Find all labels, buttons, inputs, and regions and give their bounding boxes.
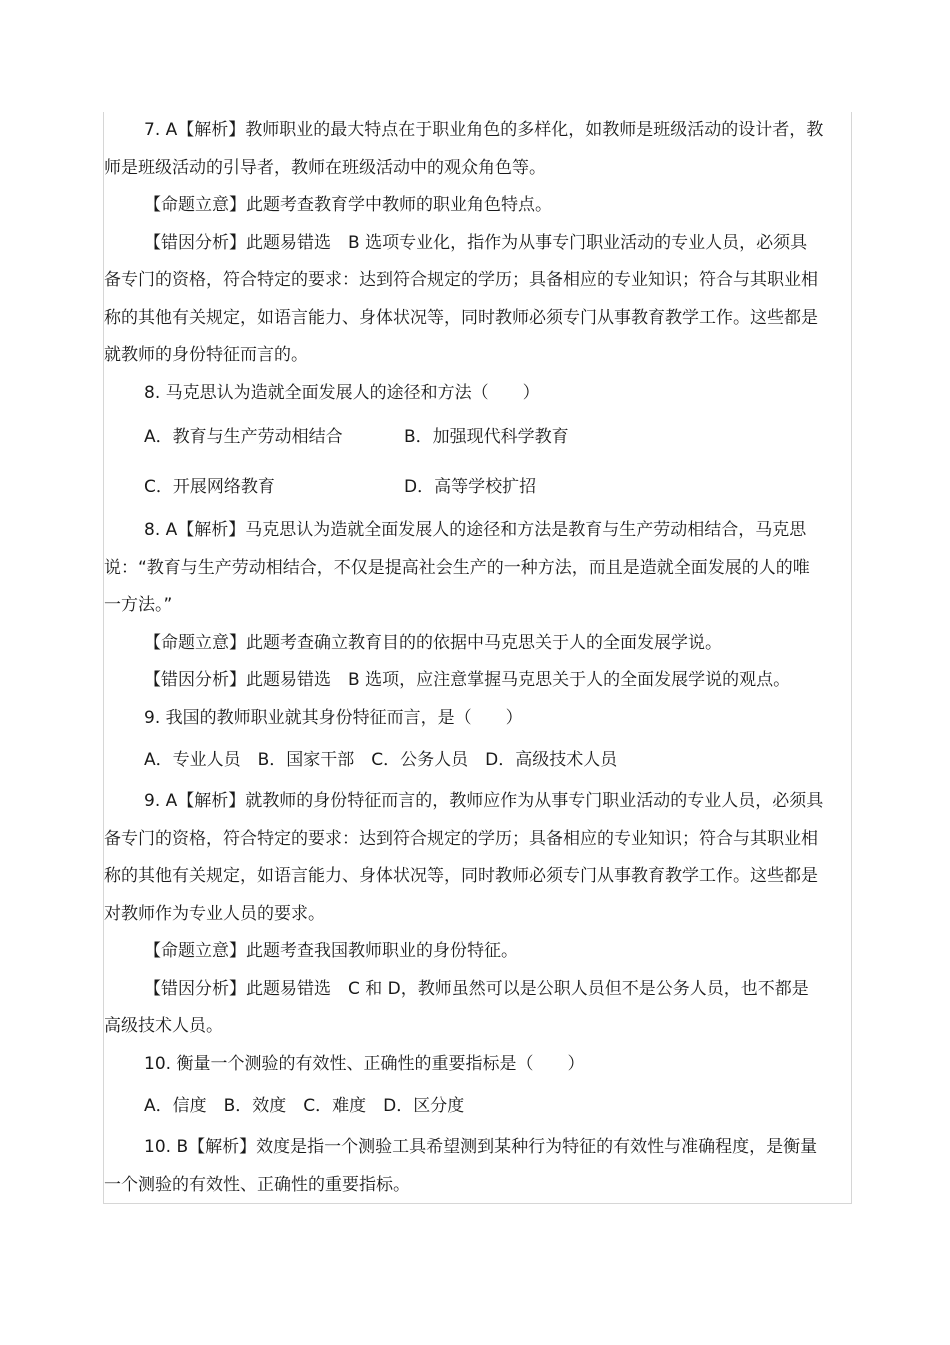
q7-answer: 7. A【解析】教师职业的最大特点在于职业角色的多样化，如教师是班级活动的设计者，教师是班级活动的引导者，教师在班级活动中的观众角色等。 — [104, 120, 824, 178]
q8-option-c: C．开展网络教育 — [144, 477, 275, 497]
q8-answer: 8. A【解析】马克思认为造就全面发展人的途径和方法是教育与生产劳动相结合，马克思说：“教育与生产劳动相结合，不仅是提高社会生产的一种方法，而且是造就全面发展的人的唯一方法。” — [104, 520, 810, 615]
q9-intent: 【命题立意】此题考查我国教师职业的身份特征。 — [144, 941, 518, 961]
q8-intent: 【命题立意】此题考查确立教育目的的依据中马克思关于人的全面发展学说。 — [144, 632, 722, 653]
q9-answer: 9. A【解析】就教师的身份特征而言的，教师应作为从事专门职业活动的专业人员，必须具备专门的资格，符合特定的要求：达到符合规定的学历；具备相应的专业知识；符合与其职业相称的其他有关规定，如语言能力、身体状况等，同时教师必须专门从事教育教学工作。这些都是对教师作为专业人员的要求。 — [104, 791, 824, 924]
q10-question: 10. 衡量一个测验的有效性、正确性的重要指标是（ ） — [144, 1053, 585, 1074]
q8-option-d: D．高等学校扩招 — [404, 477, 537, 497]
q8-option-b: B．加强现代科学教育 — [404, 427, 569, 447]
q7-intent: 【命题立意】此题考查教育学中教师的职业角色特点。 — [144, 195, 552, 215]
q8-options-row-1 — [104, 412, 824, 462]
q8-question: 8. 马克思认为造就全面发展人的途径和方法（ ） — [144, 382, 540, 403]
q8-options-row-2 — [104, 462, 824, 512]
q7-error-analysis: 【错因分析】此题易错选 B 选项专业化，指作为从事专门职业活动的专业人员，必须具备专门的资格，符合特定的要求：达到符合规定的学历；具备相应的专业知识；符合与其职业相称的其他有关规定，如语言能力、身体状况等，同时教师必须专门从事教育教学工作。这些都是就教师的身份特征而言的。 — [104, 232, 818, 365]
q10-options: A．信度 B．效度 C．难度 D．区分度 — [144, 1096, 465, 1116]
q9-error-analysis: 【错因分析】此题易错选 C 和 D，教师虽然可以是公职人员但不是公务人员，也不都是高级技术人员。 — [104, 978, 809, 1036]
q8-option-a: A．教育与生产劳动相结合 — [144, 427, 343, 447]
document-content — [104, 112, 824, 1204]
q9-question: 9. 我国的教师职业就其身份特征而言，是（ ） — [144, 707, 523, 728]
page-frame-right — [851, 112, 852, 1204]
q9-options: A．专业人员 B．国家干部 C．公务人员 D．高级技术人员 — [144, 750, 618, 770]
q8-error-analysis: 【错因分析】此题易错选 B 选项，应注意掌握马克思关于人的全面发展学说的观点。 — [144, 670, 791, 690]
q10-answer: 10. B【解析】效度是指一个测验工具希望测到某种行为特征的有效性与准确程度，是衡量一个测验的有效性、正确性的重要指标。 — [104, 1137, 818, 1195]
